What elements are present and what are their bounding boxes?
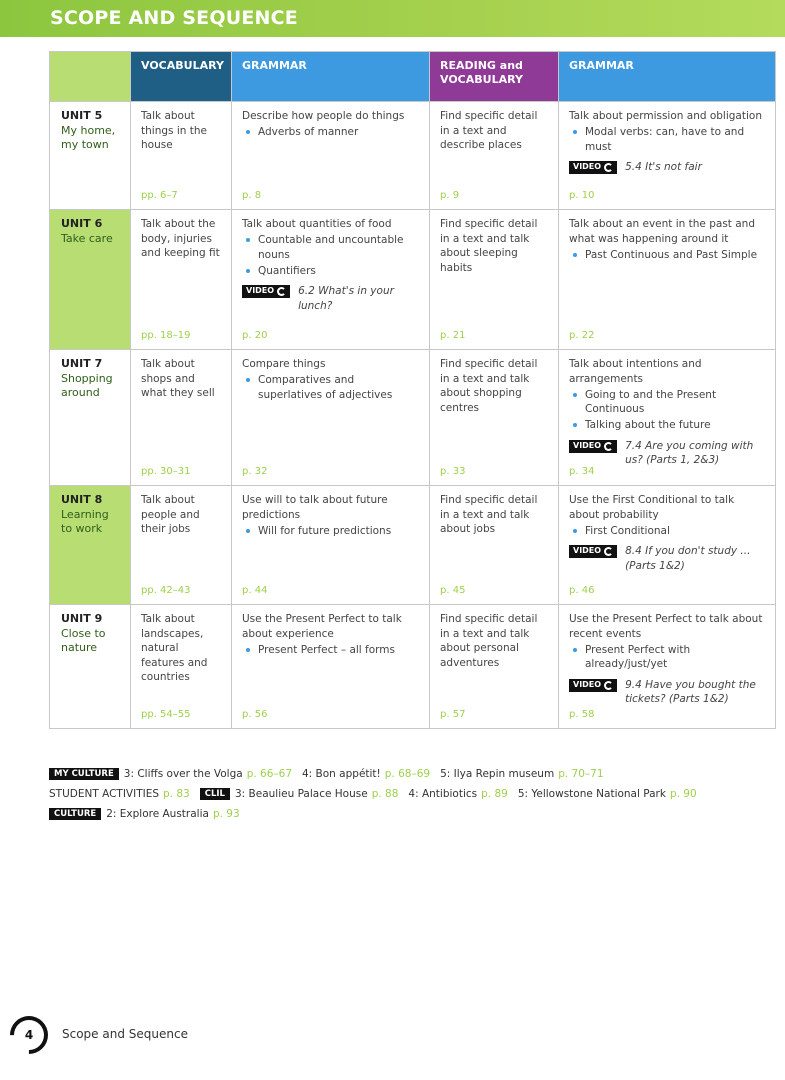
- video-reference[interactable]: [569, 678, 765, 707]
- page-ref: p. 83: [163, 788, 190, 800]
- page-ref: p. 8: [242, 189, 262, 201]
- video-label: VIDEO: [573, 440, 602, 450]
- page-ref: pp. 30–31: [141, 465, 191, 477]
- unit-name: Learning to work: [61, 507, 109, 535]
- unit-number: UNIT 7: [61, 357, 103, 370]
- page-ref: p. 66–67: [246, 768, 292, 780]
- reading-text: Find specific detail in a text and describe places: [440, 110, 538, 151]
- grammar-cell: [232, 486, 430, 605]
- vocabulary-cell: [131, 210, 232, 350]
- table-row: [50, 605, 776, 729]
- list-item: Countable and uncountable nouns: [242, 233, 419, 262]
- list-item: 3: Cliffs over the Volga: [123, 768, 243, 780]
- bullet-list: [569, 643, 765, 672]
- grammar-text: Compare things: [242, 358, 326, 370]
- bullet-list: [569, 388, 765, 433]
- page-ref: pp. 42–43: [141, 584, 191, 596]
- header-unit: [50, 52, 131, 102]
- header-grammar-2: GRAMMAR: [559, 52, 776, 102]
- unit-name: Shopping around: [61, 371, 113, 399]
- page-ref: pp. 6–7: [141, 189, 178, 201]
- reading-cell: [430, 102, 559, 210]
- table-row: [50, 102, 776, 210]
- reading-cell: [430, 486, 559, 605]
- video-play-icon: [604, 163, 613, 172]
- vocabulary-text: Talk about people and their jobs: [141, 494, 200, 535]
- page-number: 4: [24, 1028, 34, 1042]
- student-activities-line: [49, 784, 779, 804]
- video-badge: [569, 440, 617, 453]
- video-play-icon: [604, 442, 613, 451]
- video-label: VIDEO: [573, 162, 602, 172]
- list-item: Present Perfect – all forms: [242, 643, 419, 658]
- table-row: [50, 210, 776, 350]
- page-footer-label: Scope and Sequence: [62, 1027, 188, 1041]
- grammar-text: Use the First Conditional to talk about probability: [569, 494, 735, 521]
- header-reading-vocabulary: READING and VOCABULARY: [430, 52, 559, 102]
- grammar-text: Use the Present Perfect to talk about recent events: [569, 613, 763, 640]
- list-item: 3: Beaulieu Palace House: [234, 788, 368, 800]
- grammar-text: Talk about an event in the past and what was happening around it: [569, 218, 756, 245]
- extra-sections: [49, 764, 779, 824]
- header-vocabulary: VOCABULARY: [131, 52, 232, 102]
- page-ref: p. 9: [440, 189, 460, 201]
- video-reference[interactable]: [569, 544, 765, 573]
- page-ref: p. 68–69: [384, 768, 431, 780]
- page-ref: p. 88: [371, 788, 399, 800]
- list-item: Adverbs of manner: [242, 125, 419, 140]
- vocabulary-cell: [131, 486, 232, 605]
- scope-sequence-table: [49, 51, 776, 729]
- list-item: 5: Ilya Repin museum: [440, 768, 555, 780]
- video-play-icon: [604, 681, 613, 690]
- grammar-cell: [232, 210, 430, 350]
- bullet-list: [242, 233, 419, 278]
- reading-text: Find specific detail in a text and talk about personal adventures: [440, 613, 538, 669]
- page-ref: p. 10: [569, 189, 595, 201]
- page-title: SCOPE AND SEQUENCE: [50, 7, 298, 29]
- grammar-2-cell: [559, 350, 776, 486]
- page-ref: p. 34: [569, 465, 595, 477]
- page-ref: p. 32: [242, 465, 268, 477]
- video-badge: [242, 285, 290, 298]
- bullet-list: [569, 125, 765, 154]
- page-ref: p. 20: [242, 329, 268, 341]
- unit-number: UNIT 9: [61, 612, 103, 625]
- header-grammar: GRAMMAR: [232, 52, 430, 102]
- unit-name: Close to nature: [61, 626, 106, 654]
- grammar-text: Talk about quantities of food: [242, 218, 392, 230]
- unit-number: UNIT 6: [61, 217, 103, 230]
- vocabulary-cell: [131, 102, 232, 210]
- video-badge: [569, 545, 617, 558]
- unit-cell: [50, 486, 131, 605]
- list-item: 4: Bon appétit!: [302, 768, 381, 780]
- list-item: Will for future predictions: [242, 524, 419, 539]
- reading-text: Find specific detail in a text and talk about jobs: [440, 494, 538, 535]
- page-ref: p. 89: [481, 788, 508, 800]
- unit-cell: [50, 210, 131, 350]
- list-item: Quantifiers: [242, 264, 419, 279]
- list-item: 4: Antibiotics: [408, 788, 478, 800]
- page-ref: pp. 18–19: [141, 329, 191, 341]
- unit-number: UNIT 8: [61, 493, 103, 506]
- list-item: 5: Yellowstone National Park: [517, 788, 666, 800]
- list-item: Modal verbs: can, have to and must: [569, 125, 765, 154]
- video-title: 9.4 Have you bought the tickets? (Parts 1&2): [625, 678, 756, 705]
- my-culture-line: [49, 764, 779, 784]
- bullet-list: [569, 248, 765, 263]
- unit-cell: [50, 102, 131, 210]
- video-title: 7.4 Are you coming with us? (Parts 1, 2&3): [625, 439, 754, 466]
- grammar-2-cell: [559, 102, 776, 210]
- reading-text: Find specific detail in a text and talk about sleeping habits: [440, 218, 538, 274]
- page-ref: p. 90: [669, 788, 697, 800]
- grammar-cell: [232, 350, 430, 486]
- page-ref: p. 57: [440, 708, 466, 720]
- page-ref: p. 45: [440, 584, 466, 596]
- bullet-list: [242, 125, 419, 140]
- video-title: 5.4 It's not fair: [625, 161, 702, 173]
- table-row: [50, 350, 776, 486]
- reading-text: Find specific detail in a text and talk about shopping centres: [440, 358, 538, 414]
- header-banner: [0, 0, 785, 37]
- unit-number: UNIT 5: [61, 109, 103, 122]
- reading-cell: [430, 210, 559, 350]
- video-reference[interactable]: [569, 160, 765, 175]
- grammar-2-cell: [559, 486, 776, 605]
- grammar-text: Talk about intentions and arrangements: [569, 358, 702, 385]
- culture-tag: CULTURE: [49, 808, 101, 820]
- culture-line: [49, 804, 779, 824]
- list-item: Comparatives and superlatives of adjectives: [242, 373, 419, 402]
- page-ref: p. 70–71: [558, 768, 604, 780]
- grammar-2-cell: [559, 210, 776, 350]
- video-play-icon: [277, 287, 286, 296]
- video-badge: [569, 679, 617, 692]
- grammar-text: Use will to talk about future predictions: [242, 494, 388, 521]
- page-ref: p. 46: [569, 584, 595, 596]
- bullet-list: [569, 524, 765, 539]
- bullet-list: [242, 373, 419, 402]
- reading-cell: [430, 350, 559, 486]
- video-title: 6.2 What's in your lunch?: [298, 285, 394, 312]
- grammar-text: Talk about permission and obligation: [569, 110, 762, 122]
- video-badge: [569, 161, 617, 174]
- student-activities: STUDENT ACTIVITIES: [49, 788, 160, 800]
- unit-name: My home, my town: [61, 123, 116, 151]
- unit-cell: [50, 605, 131, 729]
- video-reference[interactable]: [242, 284, 419, 313]
- page-ref: p. 44: [242, 584, 268, 596]
- page-ref: p. 22: [569, 329, 595, 341]
- list-item: First Conditional: [569, 524, 765, 539]
- vocabulary-text: Talk about things in the house: [141, 110, 207, 151]
- clil-tag: CLIL: [200, 788, 230, 800]
- vocabulary-cell: [131, 605, 232, 729]
- video-reference[interactable]: [569, 439, 765, 468]
- video-label: VIDEO: [573, 679, 602, 689]
- bullet-list: [242, 524, 419, 539]
- list-item: Past Continuous and Past Simple: [569, 248, 765, 263]
- video-title: 8.4 If you don't study ... (Parts 1&2): [625, 545, 751, 572]
- page-ref: p. 56: [242, 708, 268, 720]
- grammar-cell: [232, 605, 430, 729]
- vocabulary-text: Talk about the body, injuries and keeping fit: [141, 218, 220, 259]
- bullet-list: [242, 643, 419, 658]
- grammar-text: Use the Present Perfect to talk about experience: [242, 613, 402, 640]
- unit-name: Take care: [61, 231, 113, 245]
- vocabulary-text: Talk about shops and what they sell: [141, 358, 215, 399]
- list-item: Going to and the Present Continuous: [569, 388, 765, 417]
- page-ref: pp. 54–55: [141, 708, 191, 720]
- video-play-icon: [604, 547, 613, 556]
- reading-cell: [430, 605, 559, 729]
- unit-cell: [50, 350, 131, 486]
- grammar-2-cell: [559, 605, 776, 729]
- table-header-row: [50, 52, 776, 102]
- page-ref: p. 21: [440, 329, 466, 341]
- grammar-text: Describe how people do things: [242, 110, 405, 122]
- video-label: VIDEO: [246, 286, 275, 296]
- page-ref: p. 33: [440, 465, 466, 477]
- page-ref: p. 93: [212, 808, 240, 820]
- table-row: [50, 486, 776, 605]
- list-item: Talking about the future: [569, 418, 765, 433]
- page-ref: p. 58: [569, 708, 595, 720]
- video-label: VIDEO: [573, 546, 602, 556]
- list-item: Present Perfect with already/just/yet: [569, 643, 765, 672]
- vocabulary-cell: [131, 350, 232, 486]
- vocabulary-text: Talk about landscapes, natural features and countries: [141, 613, 208, 683]
- list-item: 2: Explore Australia: [106, 808, 209, 820]
- my-culture-tag: MY CULTURE: [49, 768, 119, 780]
- grammar-cell: [232, 102, 430, 210]
